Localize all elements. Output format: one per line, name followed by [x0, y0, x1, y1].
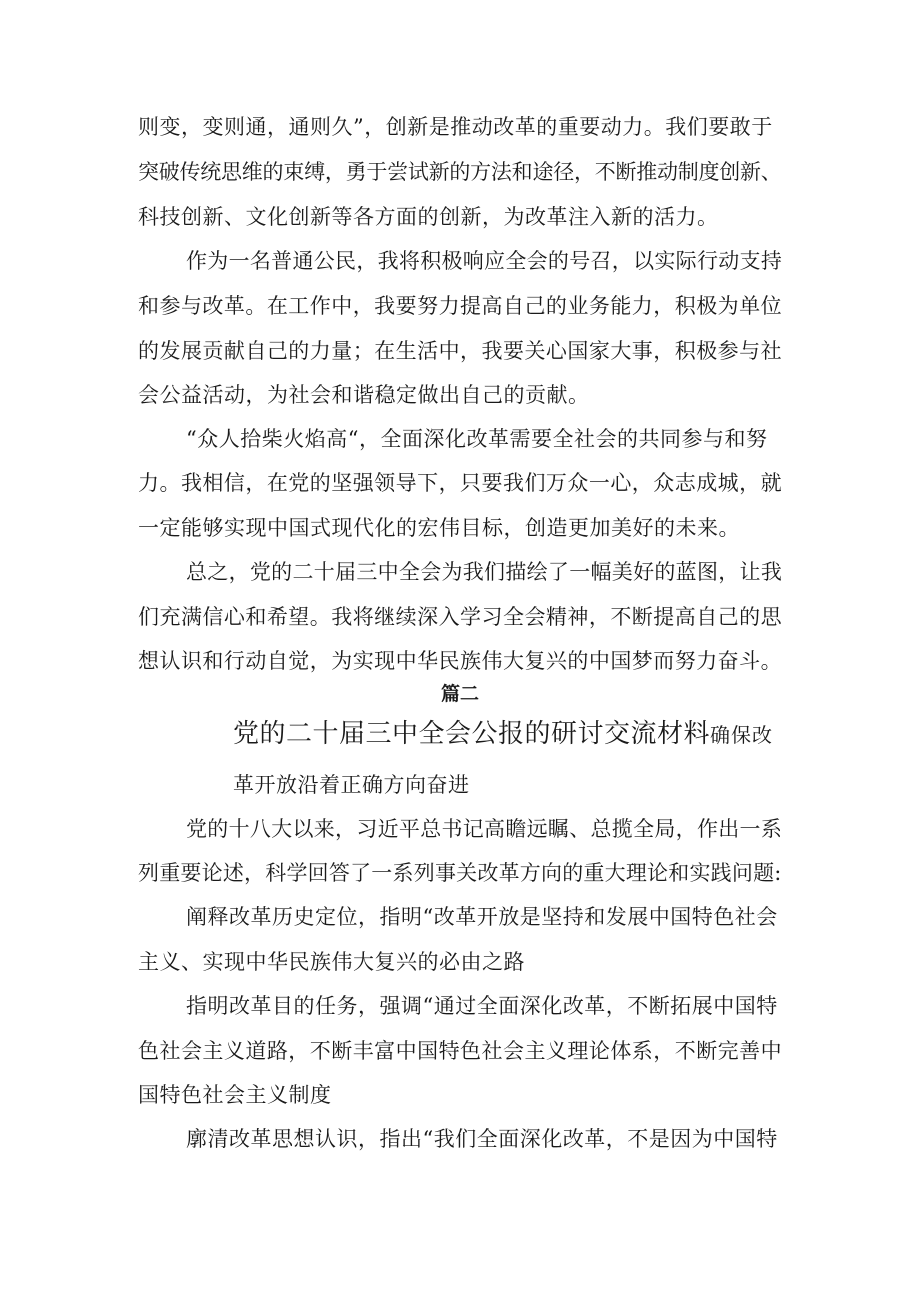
article-title-continued: 革开放沿着正确方向奋进	[233, 773, 470, 797]
paragraph-line: 党的十八大以来，习近平总书记高瞻远瞩、总揽全局，作出一系	[186, 817, 783, 841]
paragraph-line: 则变，变则通，通则久”，创新是推动改革的重要动力。我们要敢于	[138, 115, 773, 139]
paragraph-line: 们充满信心和希望。我将继续深入学习全会精神，不断提高自己的思	[138, 605, 783, 629]
article-title-main: 党的二十届三中全会公报的研讨交流材料	[233, 719, 711, 749]
paragraph-line: 阐释改革历史定位，指明“改革开放是坚持和发展中国特色社会	[186, 905, 778, 929]
paragraph-line: 主义、实现中华民族伟大复兴的必由之路	[138, 950, 525, 974]
paragraph-line: 想认识和行动自觉，为实现中华民族伟大复兴的中国梦而努力奋斗。	[138, 649, 783, 673]
paragraph-line: 总之，党的二十届三中全会为我们描绘了一幅美好的蓝图，让我	[186, 560, 783, 584]
paragraph-line: 会公益活动，为社会和谐稳定做出自己的贡献。	[138, 383, 590, 407]
paragraph-line: 指明改革目的任务，强调“通过全面深化改革，不断拓展中国特	[186, 994, 778, 1018]
paragraph-line: 作为一名普通公民，我将积极响应全会的号召，以实际行动支持	[186, 249, 783, 273]
paragraph-line: 国特色社会主义制度	[138, 1083, 332, 1107]
paragraph-line: 色社会主义道路，不断丰富中国特色社会主义理论体系，不断完善中	[138, 1039, 783, 1063]
paragraph-line: 科技创新、文化创新等各方面的创新，为改革注入新的活力。	[138, 205, 719, 229]
paragraph-line: “众人拾柴火焰高“，全面深化改革需要全社会的共同参与和努	[186, 427, 768, 451]
paragraph-line: 一定能够实现中国式现代化的宏伟目标，创造更加美好的未来。	[138, 516, 740, 540]
article-title	[233, 716, 773, 753]
paragraph-line: 的发展贡献自己的力量；在生活中，我要关心国家大事，积极参与社	[138, 339, 783, 363]
paragraph-line: 列重要论述，科学回答了一系列事关改革方向的重大理论和实践问题:	[138, 861, 782, 885]
paragraph-line: 突破传统思维的束缚，勇于尝试新的方法和途径，不断推动制度创新、	[138, 160, 782, 184]
paragraph-line: 力。我相信，在党的坚强领导下，只要我们万众一心，众志成城，就	[138, 471, 783, 495]
section-label: 篇二	[440, 683, 479, 705]
paragraph-line: 和参与改革。在工作中，我要努力提高自己的业务能力，积极为单位	[138, 294, 783, 318]
article-title-tail: 确保改	[710, 723, 774, 747]
paragraph-line: 廓清改革思想认识，指出“我们全面深化改革，不是因为中国特	[186, 1127, 778, 1151]
